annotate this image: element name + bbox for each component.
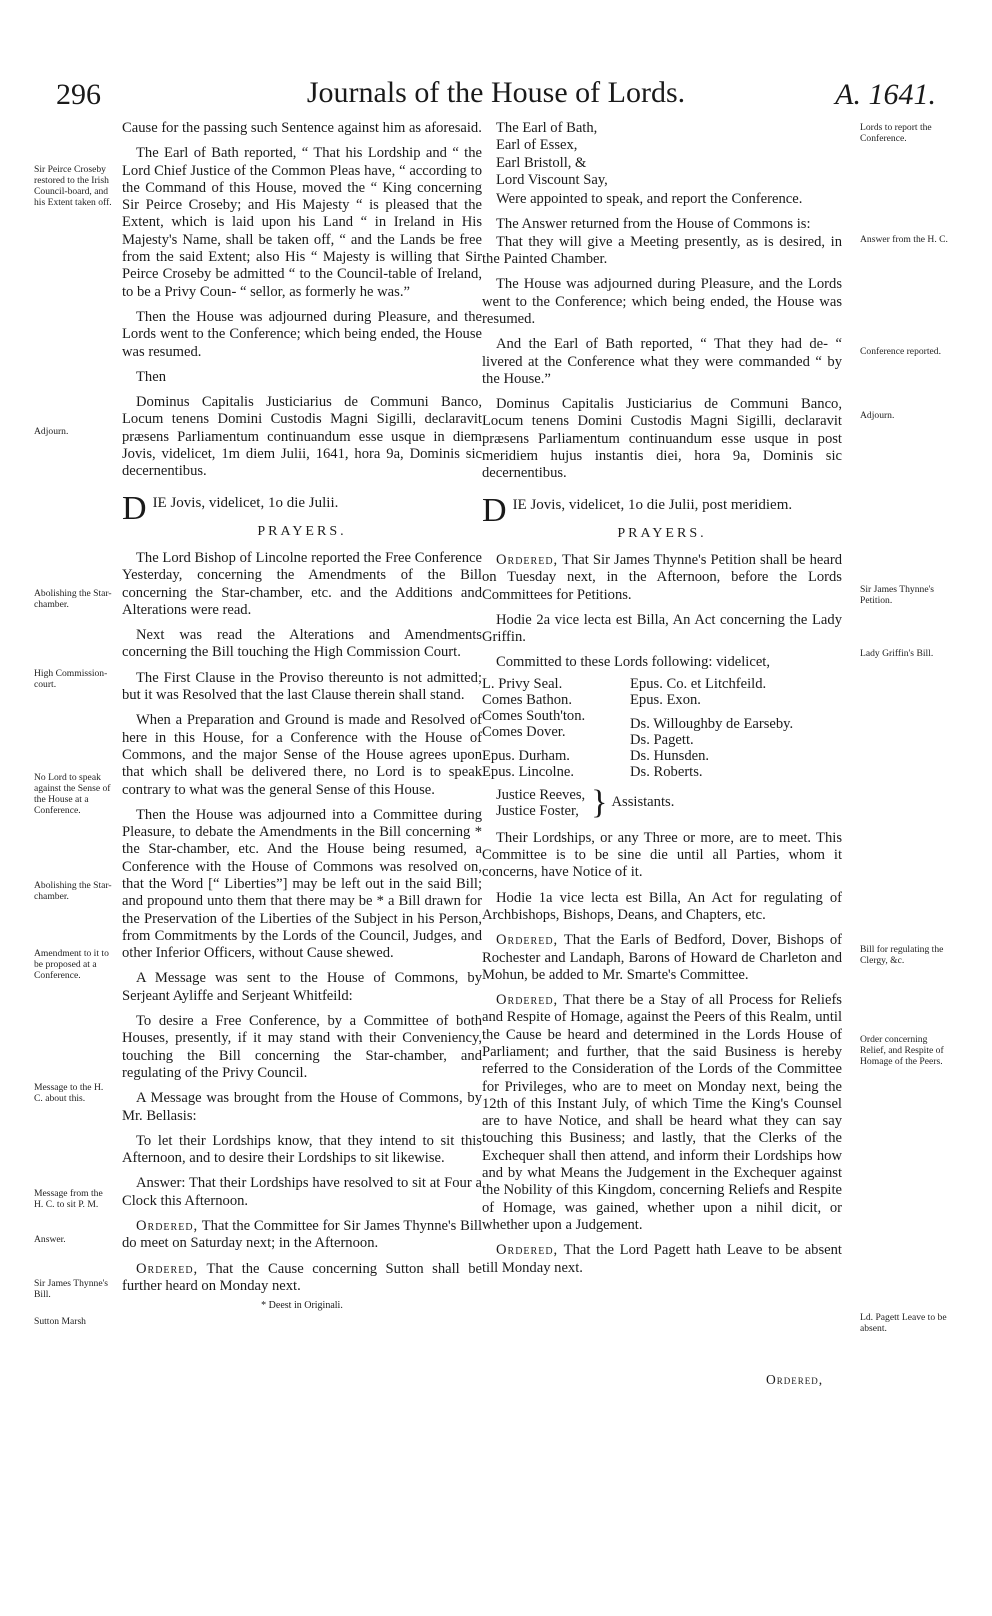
drop-cap: D	[122, 489, 147, 527]
margin-note-star-chamber-2: Abolishing the Star-chamber.	[34, 880, 112, 902]
lords-column-1	[482, 676, 612, 780]
order-lead: Ordered,	[136, 1218, 199, 1235]
page-header	[0, 70, 992, 120]
drop-cap: D	[482, 491, 507, 529]
paragraph	[482, 552, 842, 604]
assistant-name: Justice Foster,	[496, 802, 579, 819]
conference-name: Earl Bristoll, &	[496, 154, 587, 171]
margin-note-message-from: Message from the H. C. to sit P. M.	[34, 1188, 103, 1210]
margin-note-adjourn-left: Adjourn.	[34, 426, 69, 437]
paragraph: Committed to these Lords following: videlicet,	[496, 654, 770, 671]
paragraph: Hodie 2a vice lecta est Billa, An Act concerning the Lady Griffin.	[482, 611, 842, 646]
paragraph: The Earl of Bath reported, “ That his Lordship and “ the Lord Chief Justice of the Common Pleas have, “ according to the Command of this House, moved the “ King concerning Sir Peirce Croseby; and His Majesty “ is pleased that the Extent, which is laid upon his Land “ in Ireland in His Majesty's Name, shall be taken off, “ and the Lands be free from the said Extent; also His “ Majesty is willing that Sir Peirce Croseby be admitted “ to the Council-table of Ireland, to be a Privy Coun- “ sellor, as formerly he was.”	[122, 145, 482, 300]
paragraph: The Answer returned from the House of Commons is:	[496, 216, 811, 233]
paragraph: Next was read the Alterations and Amendments concerning the Bill touching the High Commission Court.	[122, 627, 482, 661]
paragraph: Dominus Capitalis Justiciarius de Communi Banco, Locum tenens Domini Custodis Magni Sigilli, declaravit præsens Parliamentum continuandum esse usque in diem Jovis, videlicet, 1m diem Julii, 1641, hora 9a, Dominis sic decernentibus.	[122, 394, 482, 480]
conference-name: Lord Viscount Say,	[496, 171, 608, 188]
lord-name: Ds. Willoughby de Earseby.	[630, 715, 794, 732]
lord-name: Ds. Roberts.	[630, 763, 703, 780]
lord-name: Epus. Durham.	[482, 747, 570, 764]
order-lead: Ordered,	[496, 1242, 559, 1259]
margin-note-lords-report: Lords to report the Conference.	[860, 122, 932, 144]
paragraph: Then	[136, 368, 166, 385]
assistants-block	[482, 783, 842, 821]
paragraph: When a Preparation and Ground is made and Resolved of here in this House, for a Conference with the House of Commons, and the major Sense of the House agrees upon that which shall be delivered there, no Lord is to speak contrary to what was the general Sense of this House.	[122, 712, 482, 798]
order-text: That the Cause concerning Sutton shall be further heard on Monday next.	[122, 1260, 482, 1294]
day-heading	[482, 491, 842, 529]
paragraph: Dominus Capitalis Justiciarius de Communi Banco, Locum tenens Domini Custodis Magni Sigilli, declaravit præsens Parliamentum continuandum esse usque in post meridiem hujus instantis diei, hora 9a, Dominis sic decernentibus.	[482, 396, 842, 482]
order-lead: Ordered,	[136, 1260, 199, 1277]
paragraph: Hodie 1a vice lecta est Billa, An Act for regulating of Archbishops, Bishops, Deans, and Chapters, etc.	[482, 889, 842, 923]
margin-note-thynne-petition: Sir James Thynne's Petition.	[860, 584, 935, 606]
brace-icon: }	[591, 783, 608, 821]
paragraph: That they will give a Meeting presently, as is desired, in the Painted Chamber.	[482, 233, 842, 268]
paragraph: Their Lordships, or any Three or more, are to meet. This Committee is to be sine die until all Parties, whom it concerns, have Notice of it.	[482, 829, 842, 881]
order-text: That the Committee for Sir James Thynne's Bill do meet on Saturday next; in the Afternoon.	[122, 1218, 483, 1252]
order-lead: Ordered,	[496, 992, 559, 1009]
paragraph: To desire a Free Conference, by a Committee of both Houses, presently, if it may stand with their Conveniency, touching the Bill concerning the Star-chamber, and regulating of the Privy Council.	[122, 1013, 482, 1081]
lord-name: Epus. Lincolne.	[482, 763, 575, 780]
margin-note-griffin: Lady Griffin's Bill.	[860, 648, 934, 659]
assistant-names	[496, 787, 591, 819]
margin-note-no-lord: No Lord to speak against the Sense of the House at a Conference.	[34, 772, 111, 816]
paragraph	[482, 932, 842, 984]
conference-name: Earl of Essex,	[496, 137, 578, 154]
margin-note-amendment: Amendment to it to be proposed at a Conference.	[34, 948, 109, 981]
paragraph	[482, 1242, 842, 1277]
lord-name: Ds. Hunsden.	[630, 747, 710, 764]
lord-name: L. Privy Seal.	[482, 675, 563, 692]
paragraph: A Message was brought from the House of Commons, by Mr. Bellasis:	[122, 1090, 482, 1124]
margin-note-pagett: Ld. Pagett Leave to be absent.	[860, 1312, 947, 1334]
right-column	[482, 120, 842, 1285]
assistants-label: Assistants.	[611, 794, 675, 811]
margin-note-answer-hc: Answer from the H. C.	[860, 234, 948, 245]
margin-note-answer: Answer.	[34, 1234, 66, 1245]
paragraph: And the Earl of Bath reported, “ That they had de- “ livered at the Conference what they were commanded “ by the House.”	[482, 336, 842, 387]
margin-note-clergy: Bill for regulating the Clergy, &c.	[860, 944, 944, 966]
paragraph: The House was adjourned during Pleasure, and the Lords went to the Conference; which being ended, the House was resumed.	[482, 276, 842, 327]
assistant-name: Justice Reeves,	[496, 786, 586, 803]
margin-note-crosby: Sir Peirce Croseby restored to the Irish Council-board, and his Extent taken off.	[34, 164, 112, 208]
conference-name: The Earl of Bath,	[496, 120, 598, 136]
paragraph: Then the House was adjourned into a Committee during Pleasure, to debate the Amendments in the Bill concerning * the Star-chamber, etc. And the House being resumed, a Conference with the House of Commons was resolved on, that the Word [“ Liberties”] may be left out in the said Bill; and propound unto them that there may be * a Bill drawn for the Preservation of the Liberties of the Subject in his Person, from Commitments by the Lords of the Council, Judges, and other Inferior Officers, without Cause shewed.	[122, 806, 482, 962]
margin-note-conference-reported: Conference reported.	[860, 346, 941, 357]
prayers-heading: PRAYERS.	[617, 525, 707, 541]
lord-name: Ds. Pagett.	[630, 731, 694, 748]
lord-name: Epus. Exon.	[630, 691, 701, 708]
order-lead: Ordered,	[496, 551, 559, 568]
catchword: Ordered,	[766, 1372, 824, 1387]
conference-names	[482, 120, 842, 189]
paragraph: A Message was sent to the House of Commons, by Serjeant Ayliffe and Serjeant Whitfeild:	[122, 970, 482, 1004]
paragraph: Answer: That their Lordships have resolved to sit at Four a Clock this Afternoon.	[122, 1175, 482, 1209]
left-column	[122, 120, 482, 1315]
paragraph: To let their Lordships know, that they intend to sit this Afternoon, and to desire their Lordships to sit likewise.	[122, 1132, 482, 1167]
day-heading	[122, 489, 482, 527]
day-heading-text: IE Jovis, videlicet, 1o die Julii, post meridiem.	[512, 496, 793, 513]
order-text: That there be a Stay of all Process for Reliefs and Respite of Homage, against the Peers of this Realm, until the Cause be heard and determined in the Lords House of Parliament; and further, that the said Business is hereby referred to the Consideration of the Lords of the Committee for Privileges, who are to meet on Monday next, being the 12th of this Instant July, of which Time the King's Counsel are to have Notice, and shall be heard what they can say touching this Business; and lastly, that the Clerks of the Exchequer shall then attend, and inform their Lordships how and by what Means the Judgement in the Exchequer against the Nobility of this Kingdom, concerning Reliefs and Respite of Homage, was gained, whether upon a nihil dicit, or whether upon a Judgement.	[482, 992, 842, 1233]
lord-name: Comes Dover.	[482, 723, 566, 740]
page-year: A. 1641.	[835, 78, 936, 111]
spacer	[482, 740, 612, 748]
paragraph: Cause for the passing such Sentence against him as aforesaid.	[122, 120, 482, 136]
paragraph	[122, 1218, 482, 1253]
order-text: That Sir James Thynne's Petition shall be heard on Tuesday next, in the Afternoon, before the Lords Committees for Petitions.	[482, 551, 842, 603]
paragraph	[482, 992, 842, 1234]
lords-column-2	[630, 676, 830, 780]
prayers-heading: PRAYERS.	[257, 523, 347, 539]
paragraph: The Lord Bishop of Lincolne reported the Free Conference Yesterday, concerning the Amendments of the Bill concerning the Star-chamber, etc. and the Additions and Alterations were read.	[122, 549, 482, 618]
lord-name: Comes South'ton.	[482, 707, 586, 724]
paragraph: Were appointed to speak, and report the Conference.	[496, 191, 803, 208]
running-title: Journals of the House of Lords.	[306, 76, 686, 109]
margin-note-star-chamber-1: Abolishing the Star-chamber.	[34, 588, 112, 610]
margin-note-sutton: Sutton Marsh	[34, 1316, 86, 1327]
lord-name: Epus. Co. et Litchfeild.	[630, 675, 767, 692]
paragraph: Then the House was adjourned during Pleasure, and the Lords went to the Conference; which being ended, the House was resumed.	[122, 308, 482, 360]
order-text: That the Lord Pagett hath Leave to be absent till Monday next.	[482, 1242, 842, 1276]
margin-note-thynne-bill: Sir James Thynne's Bill.	[34, 1278, 109, 1300]
day-heading-text: IE Jovis, videlicet, 1o die Julii.	[152, 494, 339, 511]
paragraph: The First Clause in the Proviso thereunto is not admitted; but it was Resolved that the last Clause therein shall stand.	[122, 669, 482, 704]
footnote: * Deest in Originali.	[261, 1300, 343, 1312]
margin-note-relief: Order concerning Relief, and Respite of Homage of the Peers.	[860, 1034, 944, 1067]
page-number: 296	[56, 78, 101, 111]
margin-note-adjourn-right: Adjourn.	[860, 410, 895, 421]
margin-note-high-commission: High Commission-court.	[34, 668, 108, 690]
margin-note-message-hc: Message to the H. C. about this.	[34, 1082, 104, 1104]
paragraph	[122, 1261, 482, 1296]
spacer	[630, 708, 830, 716]
lord-name: Comes Bathon.	[482, 691, 572, 708]
order-lead: Ordered,	[496, 932, 559, 949]
order-text: That the Earls of Bedford, Dover, Bishops of Rochester and Landaph, Barons of Howard de Charleton and Mohun, be added to Mr. Smarte's Committee.	[482, 932, 843, 983]
committee-lords	[482, 676, 842, 780]
